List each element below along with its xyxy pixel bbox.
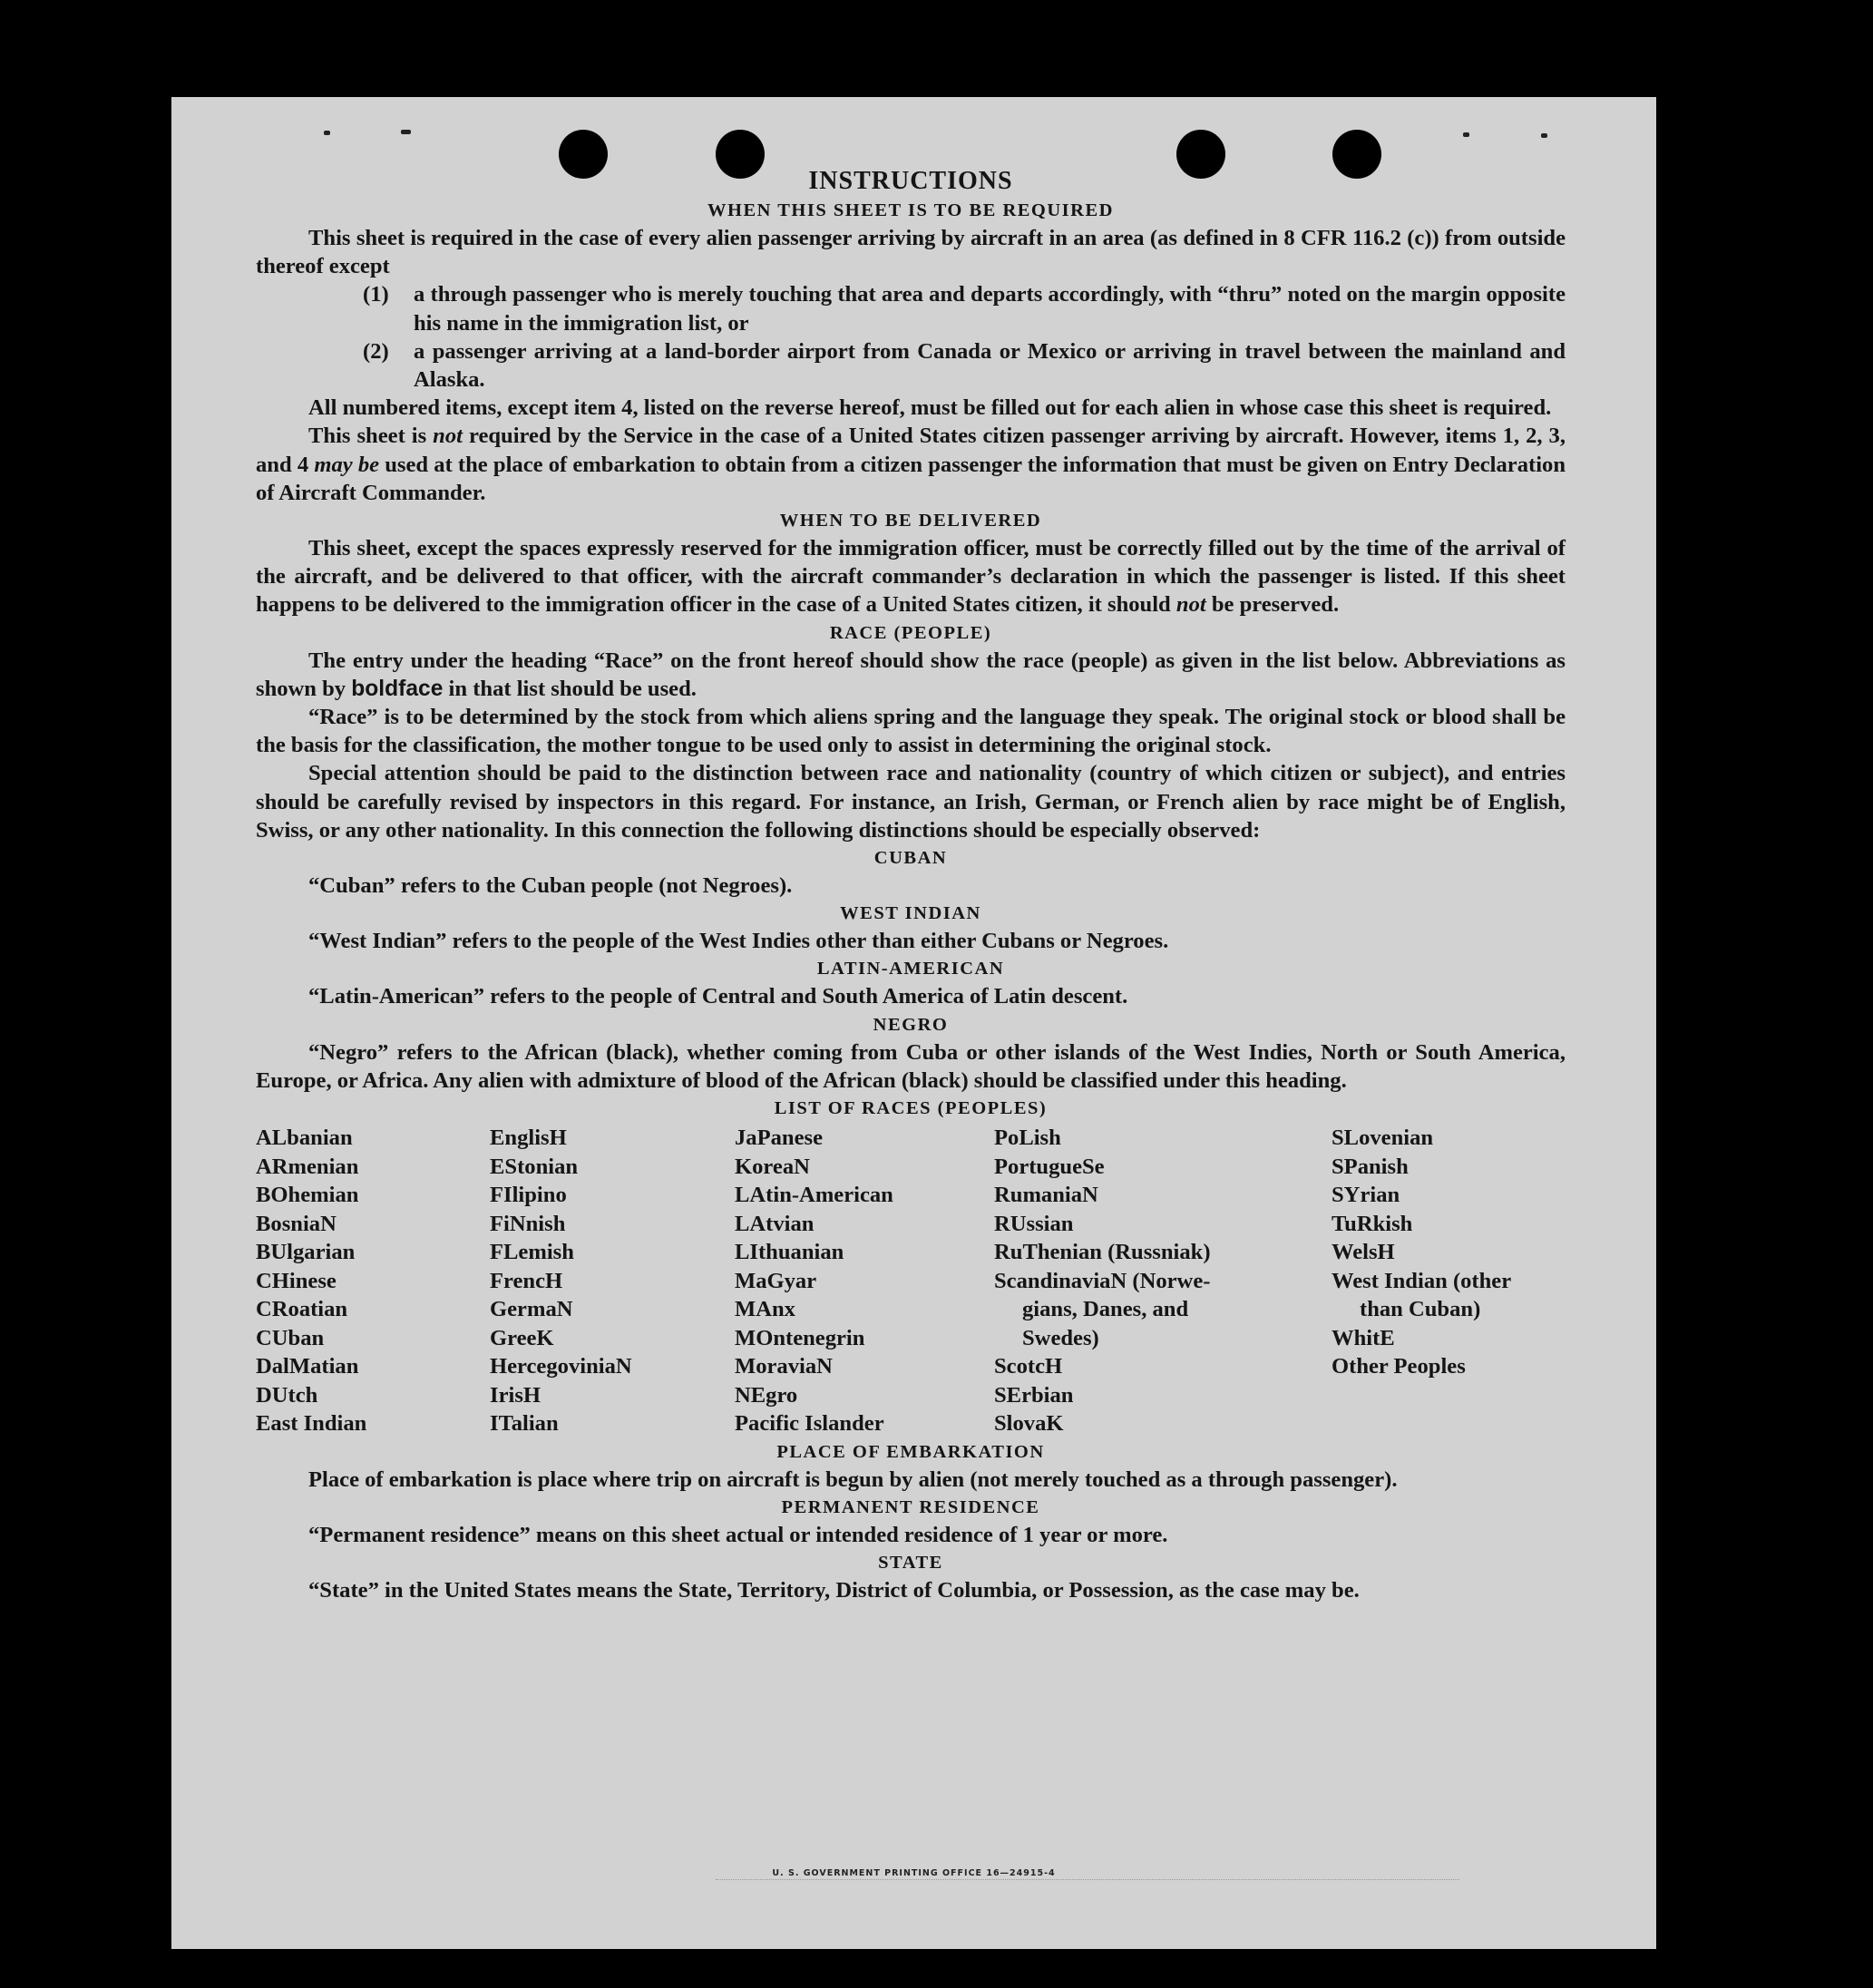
list-item: KoreaN: [735, 1154, 810, 1179]
race-list-column: [994, 1124, 1332, 1438]
numbered-items-paragraph: All numbered items, except item 4, listed on the reverse hereof, must be filled out for each alien in whose case this sheet is required.: [308, 395, 1552, 421]
printer-imprint: U. S. GOVERNMENT PRINTING OFFICE 16—24915-4: [772, 1868, 1056, 1878]
race-list-column: [490, 1124, 735, 1438]
list-item: EnglisH: [490, 1126, 567, 1151]
list-item: RUssian: [994, 1211, 1074, 1236]
emphasis-text: may be: [314, 452, 380, 477]
list-item: ScandinaviaN (Norwe-: [994, 1268, 1211, 1293]
list-item: EStonian: [490, 1154, 579, 1179]
list-item: FiNnish: [490, 1211, 566, 1236]
list-item: East Indian: [256, 1411, 367, 1437]
list-item: JaPanese: [735, 1126, 823, 1151]
west-indian-text: “West Indian” refers to the people of the West Indies other than either Cubans or Negroes.: [308, 929, 1169, 954]
race-nationality-paragraph: Special attention should be paid to the distinction between race and nationality (country of which citizen or subject), and entries should be carefully revised by inspectors in this regard. For instance, an Irish, German, or French alien by race might be of English, Swiss, or any other nationality. In this connection the following distinctions should be especially observed:: [256, 761, 1566, 843]
section-heading-residence: PERMANENT RESIDENCE: [781, 1496, 1040, 1517]
list-item: WelsH: [1332, 1240, 1395, 1265]
text-run: used at the place of embarkation to obtain from a citizen passenger the information that must be given on Entry Declaration of Aircraft Commander.: [256, 452, 1566, 505]
list-item: SlovaK: [994, 1411, 1064, 1437]
list-item: gians, Danes, and: [1022, 1297, 1189, 1322]
list-item: SPanish: [1332, 1154, 1409, 1179]
list-item: LIthuanian: [735, 1240, 844, 1265]
list-item: West Indian (other: [1332, 1268, 1512, 1293]
list-item: SErbian: [994, 1382, 1074, 1408]
list-item: MoraviaN: [735, 1354, 833, 1379]
text-run: be preserved.: [1205, 592, 1340, 618]
list-item: CRoatian: [256, 1297, 348, 1322]
list-item: BUlgarian: [256, 1240, 356, 1265]
item-number: (1): [363, 282, 389, 307]
list-item: Pacific Islander: [735, 1411, 884, 1437]
ink-speck: [401, 130, 411, 134]
section-heading-required: WHEN THIS SHEET IS TO BE REQUIRED: [707, 200, 1114, 220]
list-item: Swedes): [1022, 1325, 1099, 1350]
list-item: TuRkish: [1332, 1211, 1413, 1236]
text-run: This sheet is: [308, 424, 434, 449]
exception-item: [363, 280, 1566, 336]
list-item: PortugueSe: [994, 1154, 1105, 1179]
section-heading-latin-american: LATIN-AMERICAN: [816, 959, 1005, 979]
dotted-rule: [716, 1879, 1459, 1880]
list-item: MAnx: [735, 1297, 795, 1322]
list-item: ALbanian: [256, 1126, 353, 1151]
negro-text: “Negro” refers to the African (black), whether coming from Cuba or other islands of the West Indies, North or South America, Europe, or Africa. Any alien with admixture of blood of the African (black) should be classified under this heading.: [256, 1039, 1566, 1093]
list-item: than Cuban): [1360, 1297, 1481, 1322]
section-heading-list: LIST OF RACES (PEOPLES): [774, 1098, 1048, 1119]
text-run: The entry under the heading “Race” on the front hereof should show the race (people) as given in the list below. Abbreviations as shown by: [256, 648, 1566, 701]
list-item: HercegoviniaN: [490, 1354, 632, 1379]
emphasis-text: not: [1176, 592, 1206, 618]
item-number: (2): [363, 338, 389, 364]
list-item: PoLish: [994, 1126, 1061, 1151]
section-heading-race: RACE (PEOPLE): [829, 622, 992, 643]
race-list: [256, 1124, 1566, 1438]
ink-speck: [1463, 132, 1469, 137]
list-item: IrisH: [490, 1382, 541, 1408]
section-heading-embarkation: PLACE OF EMBARKATION: [776, 1441, 1045, 1462]
residence-text: “Permanent residence” means on this sheet actual or intended residence of 1 year or more.: [308, 1522, 1168, 1547]
list-item: BOhemian: [256, 1183, 359, 1208]
section-heading-delivered: WHEN TO BE DELIVERED: [779, 511, 1042, 531]
list-item: NEgro: [735, 1382, 798, 1408]
race-list-column: [735, 1124, 994, 1438]
list-item: BosniaN: [256, 1211, 337, 1236]
list-item: Other Peoples: [1332, 1354, 1466, 1379]
list-item: RumaniaN: [994, 1183, 1098, 1208]
required-intro: This sheet is required in the case of every alien passenger arriving by aircraft in an area (as defined in 8 CFR 116.2 (c)) from outside thereof except: [256, 226, 1566, 279]
citizen-paragraph: [256, 422, 1566, 507]
text-run: This sheet, except the spaces expressly reserved for the immigration officer, must be correctly filled out by the time of the arrival of the aircraft, and be delivered to that officer, with the aircraft commander’s declaration in which the passenger is listed. If this sheet happens to be delivered to the immigration officer in the case of a United States citizen, it should: [256, 536, 1566, 618]
delivered-paragraph: [256, 534, 1566, 619]
page-title: INSTRUCTIONS: [808, 167, 1013, 195]
item-text: a through passenger who is merely touching that area and departs accordingly, with “thru” noted on the margin opposite his name in the immigration list, or: [414, 282, 1566, 336]
race-paragraph: [256, 647, 1566, 703]
list-item: SYrian: [1332, 1183, 1400, 1208]
instructions-content: [256, 166, 1566, 1604]
section-heading-negro: NEGRO: [873, 1014, 949, 1035]
cuban-text: “Cuban” refers to the Cuban people (not Negroes).: [308, 873, 793, 899]
list-item: ScotcH: [994, 1354, 1063, 1379]
document-sheet: [171, 97, 1656, 1949]
list-item: ITalian: [490, 1411, 559, 1437]
item-text: a passenger arriving at a land-border airport from Canada or Mexico or arriving in travel between the mainland and Alaska.: [414, 338, 1566, 393]
section-heading-state: STATE: [878, 1552, 943, 1573]
list-item: LAtin-American: [735, 1183, 893, 1208]
list-item: GermaN: [490, 1297, 573, 1322]
latin-american-text: “Latin-American” refers to the people of Central and South America of Latin descent.: [308, 984, 1128, 1009]
emphasis-text: not: [433, 424, 463, 449]
boldface-word: boldface: [351, 676, 444, 701]
race-definition-paragraph: “Race” is to be determined by the stock from which aliens spring and the language they speak. The original stock or blood shall be the basis for the classification, the mother tongue to be used only to assist in determining the original stock.: [256, 705, 1566, 758]
section-heading-west-indian: WEST INDIAN: [840, 903, 981, 924]
list-item: CUban: [256, 1325, 325, 1350]
state-text: “State” in the United States means the State, Territory, District of Columbia, or Possession, as the case may be.: [308, 1577, 1360, 1603]
list-item: FLemish: [490, 1240, 574, 1265]
race-list-column: [256, 1124, 490, 1438]
list-item: GreeK: [490, 1325, 554, 1350]
list-item: FrencH: [490, 1268, 563, 1293]
list-item: LAtvian: [735, 1211, 815, 1236]
race-list-column: [1332, 1124, 1566, 1438]
list-item: FIlipino: [490, 1183, 567, 1208]
list-item: MOntenegrin: [735, 1325, 865, 1350]
list-item: ARmenian: [256, 1154, 359, 1179]
list-item: DalMatian: [256, 1354, 359, 1379]
section-heading-cuban: CUBAN: [873, 848, 948, 869]
list-item: CHinese: [256, 1268, 337, 1293]
ink-speck: [1541, 133, 1547, 138]
list-item: WhitE: [1332, 1325, 1395, 1350]
list-item: RuThenian (Russniak): [994, 1240, 1211, 1265]
embarkation-text: Place of embarkation is place where trip on aircraft is begun by alien (not merely touched as a through passenger).: [308, 1467, 1398, 1492]
list-item: DUtch: [256, 1382, 318, 1408]
text-run: in that list should be used.: [443, 676, 697, 701]
list-item: MaGyar: [735, 1268, 817, 1293]
ink-speck: [324, 131, 330, 135]
text-run: required by the Service in the case of a United States citizen passenger arriving by aircraft. However, items 1, 2, 3, and 4: [256, 424, 1566, 477]
list-item: SLovenian: [1332, 1126, 1434, 1151]
exception-item: [363, 337, 1566, 394]
